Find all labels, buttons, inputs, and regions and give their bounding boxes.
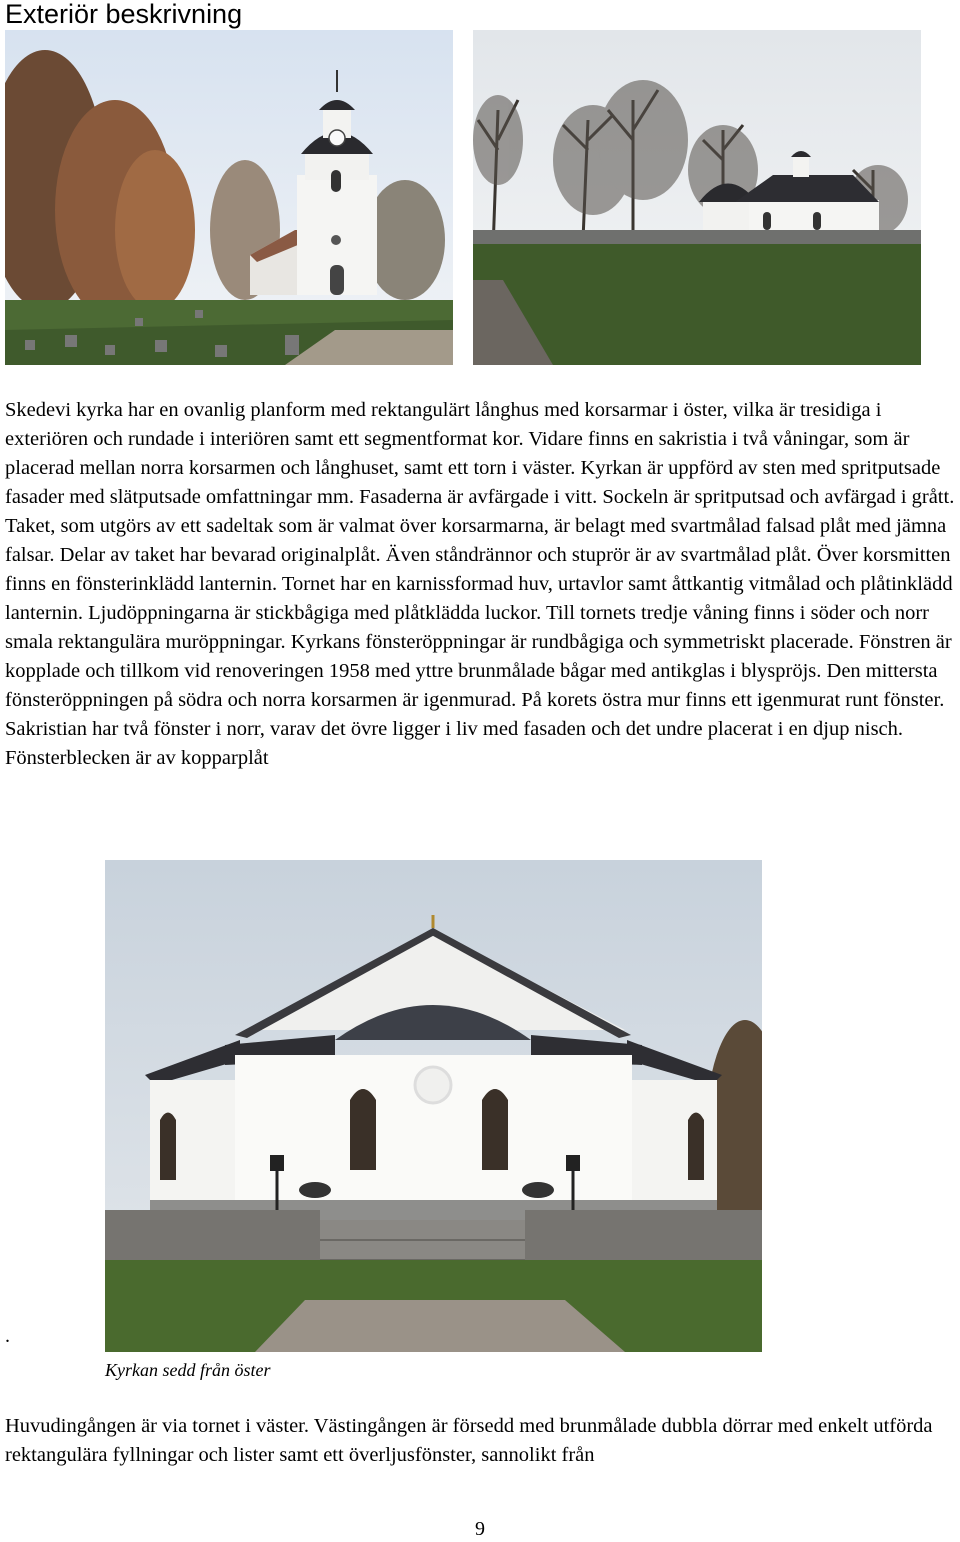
page-number: 9 bbox=[475, 1518, 485, 1540]
church-tower-photo bbox=[5, 30, 453, 365]
description-paragraph: Skedevi kyrka har en ovanlig planform med rektangulärt långhus med korsarmar i öster, vilka är tresidiga i exteriören och rundade i interiören samt ett segmentformat kor. Vidare finns en sakristia i två våningar, som är placerad mellan norra korsarmen och långhuset, samt ett torn i väster. Kyrkan är uppförd av sten med spritputsade fasader med slätputsade omfattningar mm. Fasaderna är avfärgade i vitt. Sockeln är spritputsad och avfärgad i grått. Taket, som utgörs av ett sadeltak som är valmat över korsarmarna, är belagt med svartmålad falsad plåt med jämna falsar. Delar av taket har bevarad originalplåt. Även ståndrännor och stuprör är av svartmålad plåt. Över korsmitten finns en fönsterinklädd lanternin. Tornet har en karnissformad huv, urtavlor samt åttkantig vitmålad och plåtinklädd lanternin. Ljudöppningarna är stickbågiga med plåtklädda luckor. Till tornets tredje våning finns i söder och norr smala rektangulära muröppningar. Kyrkans fönsteröppningar är rundbågiga och symmetriskt placerade. Fönstren är kopplade och tillkom vid renoveringen 1958 med yttre brunmålade bågar med antikglas i blyspröjs. Den mittersta fönsteröppningen på södra och norra korsarmen är igenmurad. På korets östra mur finns ett igenmurat runt fönster. Sakristian har två fönster i norr, varav det övre ligger i liv med fasaden och det undre placerat i en djup nisch. Fönsterblecken är av kopparplåt bbox=[5, 399, 955, 769]
section-heading: Exteriör beskrivning bbox=[5, 0, 243, 29]
photo-caption: Kyrkan sedd från öster bbox=[105, 1360, 271, 1380]
entrance-paragraph: Huvudingången är via tornet i väster. Västingången är försedd med brunmålade dubbla dörrar med enkelt utförda rektangulära fyllningar och lister samt ett överljusfönster, sannolikt från bbox=[5, 1415, 933, 1466]
church-north-photo bbox=[473, 30, 921, 365]
church-east-photo bbox=[105, 860, 762, 1352]
stray-period: . bbox=[5, 1325, 10, 1347]
